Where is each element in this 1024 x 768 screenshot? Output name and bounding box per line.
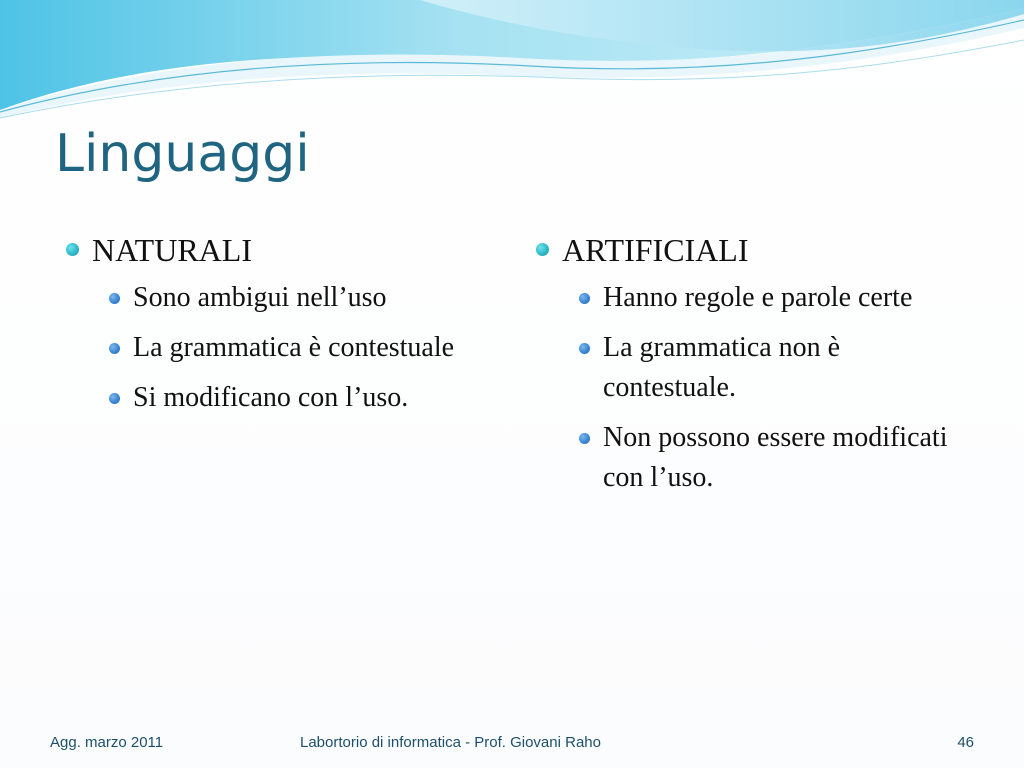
list-item-text: La grammatica non è contestuale.	[603, 332, 841, 403]
heading-artificiali	[534, 228, 954, 272]
bullet-dot-icon	[579, 293, 590, 304]
slide-title: Linguaggi	[55, 124, 310, 184]
naturali-list	[64, 278, 504, 418]
list-item-text: Hanno regole e parole certe	[603, 282, 913, 313]
bullet-dot-icon	[109, 343, 120, 354]
list-item	[576, 328, 954, 408]
right-column	[534, 228, 954, 508]
bullet-dot-icon	[579, 343, 590, 354]
list-item-text: Si modificano con l’uso.	[133, 382, 409, 413]
list-item	[576, 278, 954, 318]
left-column	[64, 228, 504, 428]
footer-course: Labortorio di informatica - Prof. Giovani Raho	[300, 734, 601, 751]
list-item-text: Sono ambigui nell’uso	[133, 282, 387, 313]
header-wave-decoration	[0, 0, 1024, 130]
list-item	[106, 378, 504, 418]
list-item-text: La grammatica è contestuale	[133, 332, 455, 363]
list-item	[576, 418, 954, 498]
heading-label: NATURALI	[92, 232, 252, 268]
list-item-text: Non possono essere modificati con l’uso.	[603, 422, 948, 493]
bullet-dot-icon	[579, 433, 590, 444]
heading-label: ARTIFICIALI	[562, 232, 749, 268]
list-item	[106, 328, 504, 368]
footer-page-number: 46	[957, 734, 974, 751]
artificiali-list	[534, 278, 954, 498]
footer-date: Agg. marzo 2011	[50, 734, 164, 751]
bullet-dot-icon	[109, 393, 120, 404]
heading-naturali	[64, 228, 504, 272]
bullet-dot-icon	[536, 243, 549, 256]
list-item	[106, 278, 504, 318]
bullet-dot-icon	[66, 243, 79, 256]
bullet-dot-icon	[109, 293, 120, 304]
